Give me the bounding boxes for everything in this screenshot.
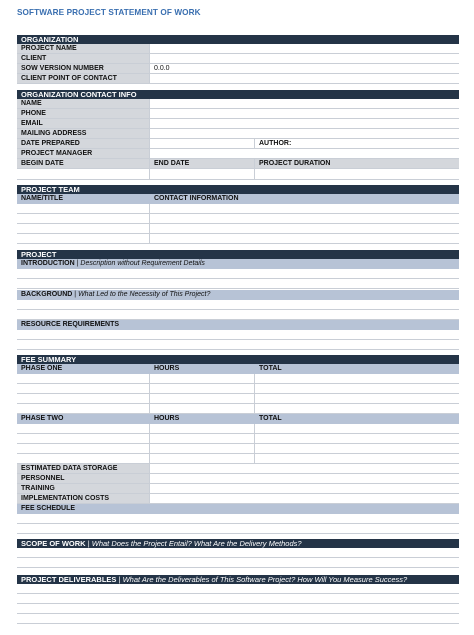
field-label: CLIENT [17,54,150,63]
hours-label: HOURS [154,365,180,372]
fee-row[interactable] [17,424,459,434]
team-row[interactable] [17,224,459,234]
introduction-description: Description without Requirement Details [80,260,205,267]
training-field[interactable] [150,484,459,493]
field-label: PROJECT NAME [17,44,150,53]
resources-line[interactable] [17,330,459,340]
contact-row-phone [17,109,459,119]
contact-row-mailing [17,129,459,139]
storage-field[interactable] [150,464,459,473]
estimate-row-storage [17,464,459,474]
fee-row[interactable] [17,454,459,464]
author-label: AUTHOR: [259,140,292,147]
end-date-label: END DATE [150,159,255,168]
introduction-title: INTRODUCTION [21,260,75,267]
field-label: CLIENT POINT OF CONTACT [17,74,150,83]
date-prepared-field[interactable] [150,139,255,148]
contact-row-name [17,99,459,109]
introduction-line[interactable] [17,269,459,279]
fee-schedule-line[interactable] [17,514,459,524]
deliverables-section [17,575,459,624]
resources-section [17,320,459,350]
phase-one-header [17,364,459,374]
name-title-col-label: NAME/TITLE [21,195,63,202]
team-row[interactable] [17,204,459,214]
field-label: PERSONNEL [17,474,150,483]
name-field[interactable] [150,99,459,108]
field-label: ESTIMATED DATA STORAGE [17,464,150,473]
org-row-client-contact [17,74,459,84]
separator: | [87,539,90,548]
contact-row-date-prepared [17,139,459,149]
deliverables-line[interactable] [17,584,459,594]
field-label: DATE PREPARED [17,139,150,148]
deliverables-line[interactable] [17,604,459,614]
contact-row-dates-values [17,169,459,180]
background-description: What Led to the Necessity of This Project? [78,291,211,298]
introduction-label [17,259,459,269]
implementation-field[interactable] [150,494,459,503]
document-title: SOFTWARE PROJECT STATEMENT OF WORK [17,8,201,17]
project-manager-field[interactable] [150,149,459,158]
fee-row[interactable] [17,394,459,404]
fee-header: FEE SUMMARY [17,355,459,364]
resources-line[interactable] [17,340,459,350]
estimate-row-implementation [17,494,459,504]
background-label [17,290,459,300]
background-title: BACKGROUND [21,291,73,298]
field-label: SOW VERSION NUMBER [17,64,150,73]
deliverables-header [17,575,459,584]
contact-section [17,90,459,180]
separator: | [74,291,77,298]
separator: | [76,260,79,267]
phase-one-label: PHASE ONE [21,365,63,372]
contact-row-email [17,119,459,129]
team-row[interactable] [17,234,459,244]
scope-header [17,539,459,548]
personnel-field[interactable] [150,474,459,483]
contact-row-pm [17,149,459,159]
org-row-project-name [17,44,459,54]
background-line[interactable] [17,310,459,320]
scope-description: What Does the Project Entail? What Are the Delivery Methods? [91,539,302,548]
contact-header: ORGANIZATION CONTACT INFO [17,90,459,99]
total-label: TOTAL [259,415,282,422]
project-header: PROJECT [17,250,459,259]
fee-row[interactable] [17,374,459,384]
project-duration-label: PROJECT DURATION [259,160,331,167]
deliverables-line[interactable] [17,594,459,604]
field-label: PROJECT MANAGER [17,149,150,158]
fee-row[interactable] [17,434,459,444]
resources-label: RESOURCE REQUIREMENTS [17,320,459,330]
estimate-row-personnel [17,474,459,484]
organization-section [17,35,459,84]
field-label: EMAIL [17,119,150,128]
deliverables-line[interactable] [17,614,459,624]
field-label: PHONE [17,109,150,118]
team-column-header [17,194,459,204]
client-contact-field[interactable] [150,74,459,83]
contact-row-dates-header [17,159,459,169]
project-section [17,250,459,289]
phase-two-header [17,414,459,424]
deliverables-title: PROJECT DELIVERABLES [21,575,117,584]
team-row[interactable] [17,214,459,224]
fee-row[interactable] [17,404,459,414]
fee-schedule-line[interactable] [17,524,459,534]
scope-section [17,539,459,578]
field-label: MAILING ADDRESS [17,129,150,138]
hours-label: HOURS [154,415,180,422]
contact-info-col-label: CONTACT INFORMATION [154,195,239,202]
end-date-field[interactable] [150,169,255,179]
begin-date-field[interactable] [17,169,150,179]
fee-row[interactable] [17,384,459,394]
scope-line[interactable] [17,558,459,568]
team-header: PROJECT TEAM [17,185,459,194]
begin-date-label: BEGIN DATE [17,159,150,168]
separator: | [118,575,121,584]
background-line[interactable] [17,300,459,310]
scope-line[interactable] [17,548,459,558]
org-row-sow-version [17,64,459,74]
fee-schedule-label: FEE SCHEDULE [17,504,459,514]
fee-row[interactable] [17,444,459,454]
scope-title: SCOPE OF WORK [21,539,86,548]
organization-header: ORGANIZATION [17,35,459,44]
project-name-field[interactable] [150,44,459,53]
org-row-client [17,54,459,64]
phase-two-label: PHASE TWO [21,415,64,422]
email-field[interactable] [150,119,459,128]
total-label: TOTAL [259,365,282,372]
estimate-row-training [17,484,459,494]
field-label: NAME [17,99,150,108]
deliverables-description: What Are the Deliverables of This Software Project? How Will You Measure Success? [122,575,408,584]
team-section [17,185,459,244]
phone-field[interactable] [150,109,459,118]
introduction-line[interactable] [17,279,459,289]
fee-section [17,355,459,534]
field-label: IMPLEMENTATION COSTS [17,494,150,503]
mailing-address-field[interactable] [150,129,459,138]
project-duration-field[interactable] [255,169,459,179]
background-section [17,290,459,320]
field-label: TRAINING [17,484,150,493]
client-field[interactable] [150,54,459,63]
sow-version-field[interactable]: 0.0.0 [154,65,170,72]
